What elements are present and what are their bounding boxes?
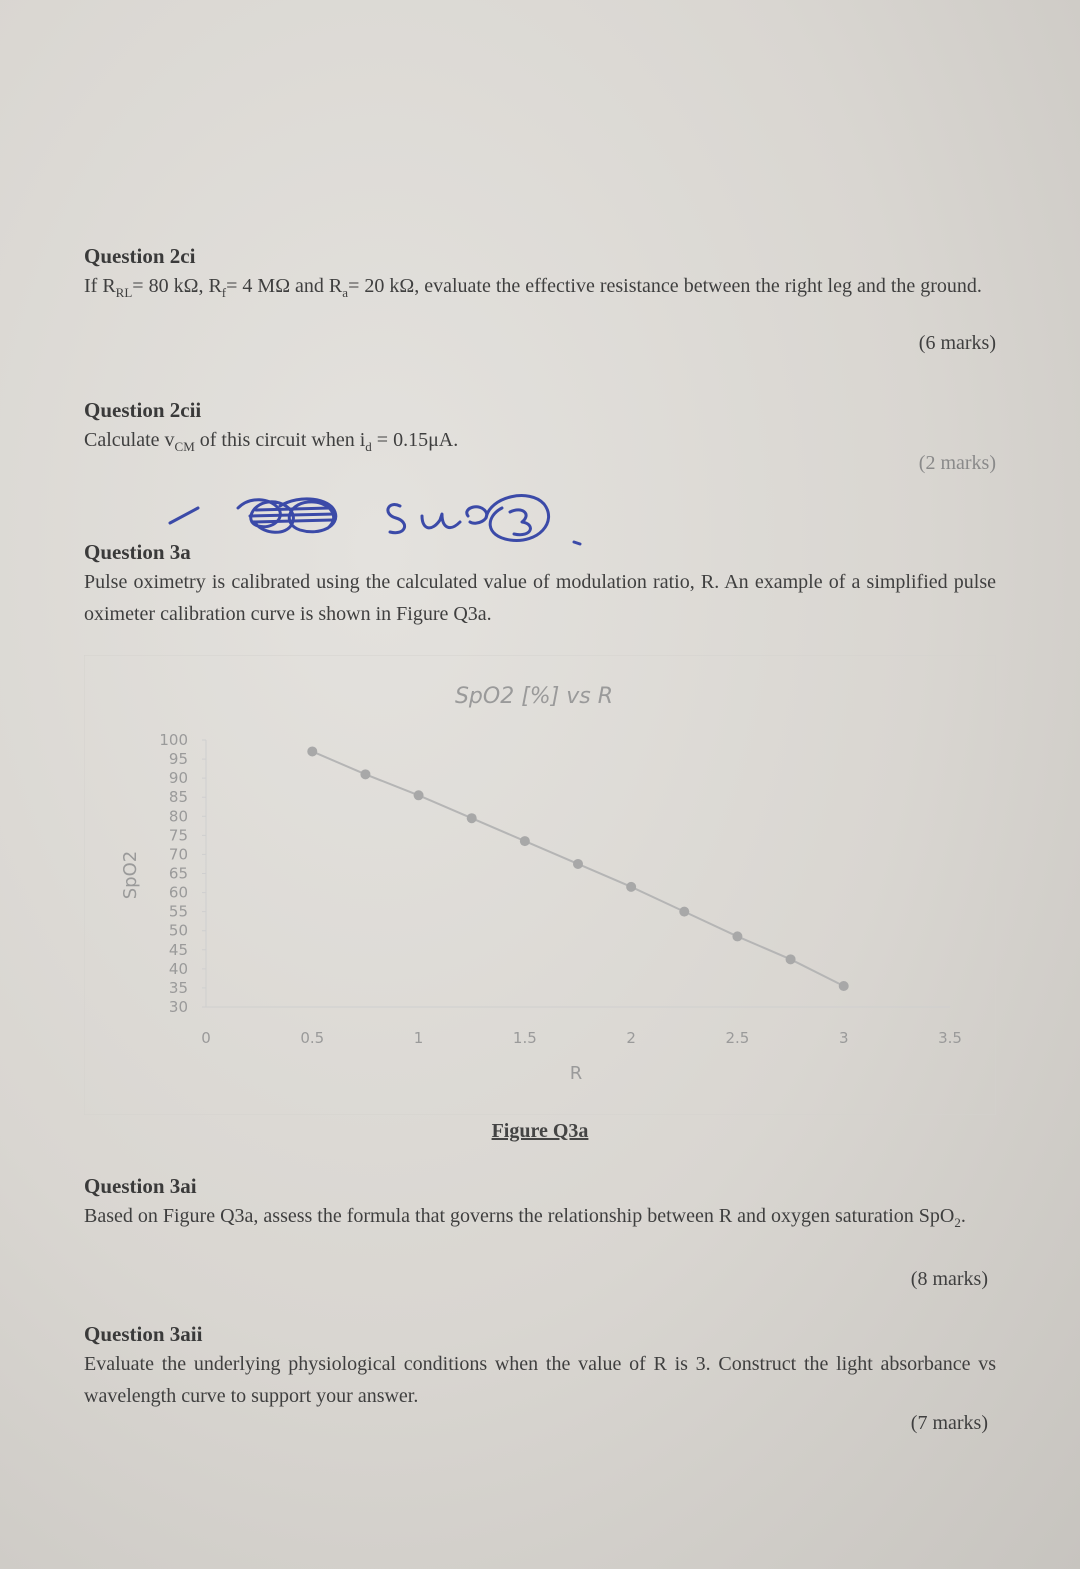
q3ai-text-2: . (960, 1205, 966, 1227)
q2ci-sub-f: f (221, 285, 227, 300)
data-point (839, 981, 849, 991)
question-3aii (84, 1320, 996, 1434)
y-tick-label: 50 (168, 921, 188, 940)
y-tick-label: 60 (168, 883, 188, 902)
x-axis-label: R (569, 1063, 583, 1084)
q3ai-text-1: Based on Figure Q3a, assess the formula that governs the relationship between R and oxygen saturation SpO (84, 1205, 955, 1227)
question-3ai-marks: (8 marks) (910, 1268, 988, 1290)
q2cii-text-3: = 0.15μA. (371, 429, 459, 451)
y-tick-label: 55 (168, 902, 188, 921)
figure-caption: Figure Q3a (491, 1120, 589, 1142)
figure-q3a-chart (84, 655, 996, 1115)
y-axis-label: SpO2 (120, 850, 141, 900)
x-tick-label: 3 (838, 1029, 849, 1047)
q2ci-sub-rl: RL (115, 285, 133, 300)
data-point (626, 882, 636, 892)
question-3aii-title: Question 3aii (84, 1322, 203, 1346)
y-tick-label: 45 (168, 940, 188, 959)
q3ai-sub-2: 2 (954, 1215, 961, 1230)
question-3a (84, 538, 996, 630)
x-tick-label: 0 (201, 1029, 211, 1047)
data-point (573, 859, 583, 869)
chart-border (84, 655, 996, 1115)
question-3aii-body: Evaluate the underlying physiological conditions when the value of R is 3. Construct the light absorbance vs wavelength curve to support your answer. (84, 1353, 996, 1407)
y-tick-label: 85 (168, 788, 188, 807)
question-2ci-body (84, 270, 996, 309)
y-tick-label: 70 (168, 845, 188, 864)
question-2cii-title: Question 2cii (84, 398, 202, 422)
q2ci-text-4: = 20 kΩ, evaluate the effective resistance between the right leg and the ground. (348, 275, 982, 297)
chart-svg (84, 655, 996, 1115)
data-point (307, 746, 317, 756)
y-tick-label: 95 (168, 750, 188, 769)
y-tick-label: 80 (168, 807, 188, 826)
data-point (360, 769, 370, 779)
x-tick-label: 3.5 (938, 1029, 962, 1047)
data-point (679, 907, 689, 917)
q2cii-sub-d: d (365, 439, 372, 454)
q2ci-text-2: = 80 kΩ, R (132, 275, 222, 297)
q2ci-text-1: If R (84, 275, 116, 297)
question-2cii-body (84, 424, 996, 463)
data-point (467, 813, 477, 823)
question-2ci (84, 242, 996, 354)
question-3ai-title: Question 3ai (84, 1174, 197, 1198)
y-tick-label: 100 (159, 731, 188, 749)
y-tick-label: 90 (168, 769, 188, 788)
q2cii-sub-cm: CM (174, 439, 195, 454)
y-tick-labels (159, 731, 206, 1016)
x-tick-label: 2.5 (725, 1029, 750, 1047)
question-2cii-marks: (2 marks) (918, 452, 996, 474)
chart-title: SpO2 [%] vs R (454, 684, 614, 709)
data-point (520, 836, 530, 846)
q2cii-text-2: of this circuit when i (194, 429, 366, 451)
q2cii-text-1: Calculate v (84, 429, 175, 451)
data-point (414, 790, 424, 800)
x-tick-label: 2 (626, 1029, 636, 1047)
y-tick-label: 75 (168, 826, 188, 845)
x-tick-label: 0.5 (300, 1029, 325, 1047)
question-3a-title: Question 3a (84, 540, 191, 564)
q2ci-text-3: = 4 MΩ and R (226, 275, 343, 297)
question-3ai (84, 1172, 996, 1290)
x-tick-label: 1 (413, 1029, 424, 1047)
question-2cii (84, 396, 996, 474)
x-tick-label: 1.5 (512, 1029, 537, 1047)
x-tick-labels (201, 1029, 962, 1047)
data-point (732, 931, 742, 941)
y-tick-label: 40 (168, 959, 188, 978)
question-3a-body: Pulse oximetry is calibrated using the calculated value of modulation ratio, R. An example of a simplified pulse oximeter calibration curve is shown in Figure Q3a. (84, 571, 996, 625)
data-point (786, 954, 796, 964)
y-tick-label: 35 (168, 978, 188, 997)
q2ci-sub-a: a (342, 285, 349, 300)
y-tick-label: 65 (168, 864, 188, 883)
question-3aii-marks: (7 marks) (910, 1412, 988, 1434)
question-2ci-marks: (6 marks) (918, 332, 996, 354)
question-3ai-body (84, 1200, 996, 1239)
question-2ci-title: Question 2ci (84, 244, 196, 268)
y-tick-label: 30 (168, 998, 188, 1016)
